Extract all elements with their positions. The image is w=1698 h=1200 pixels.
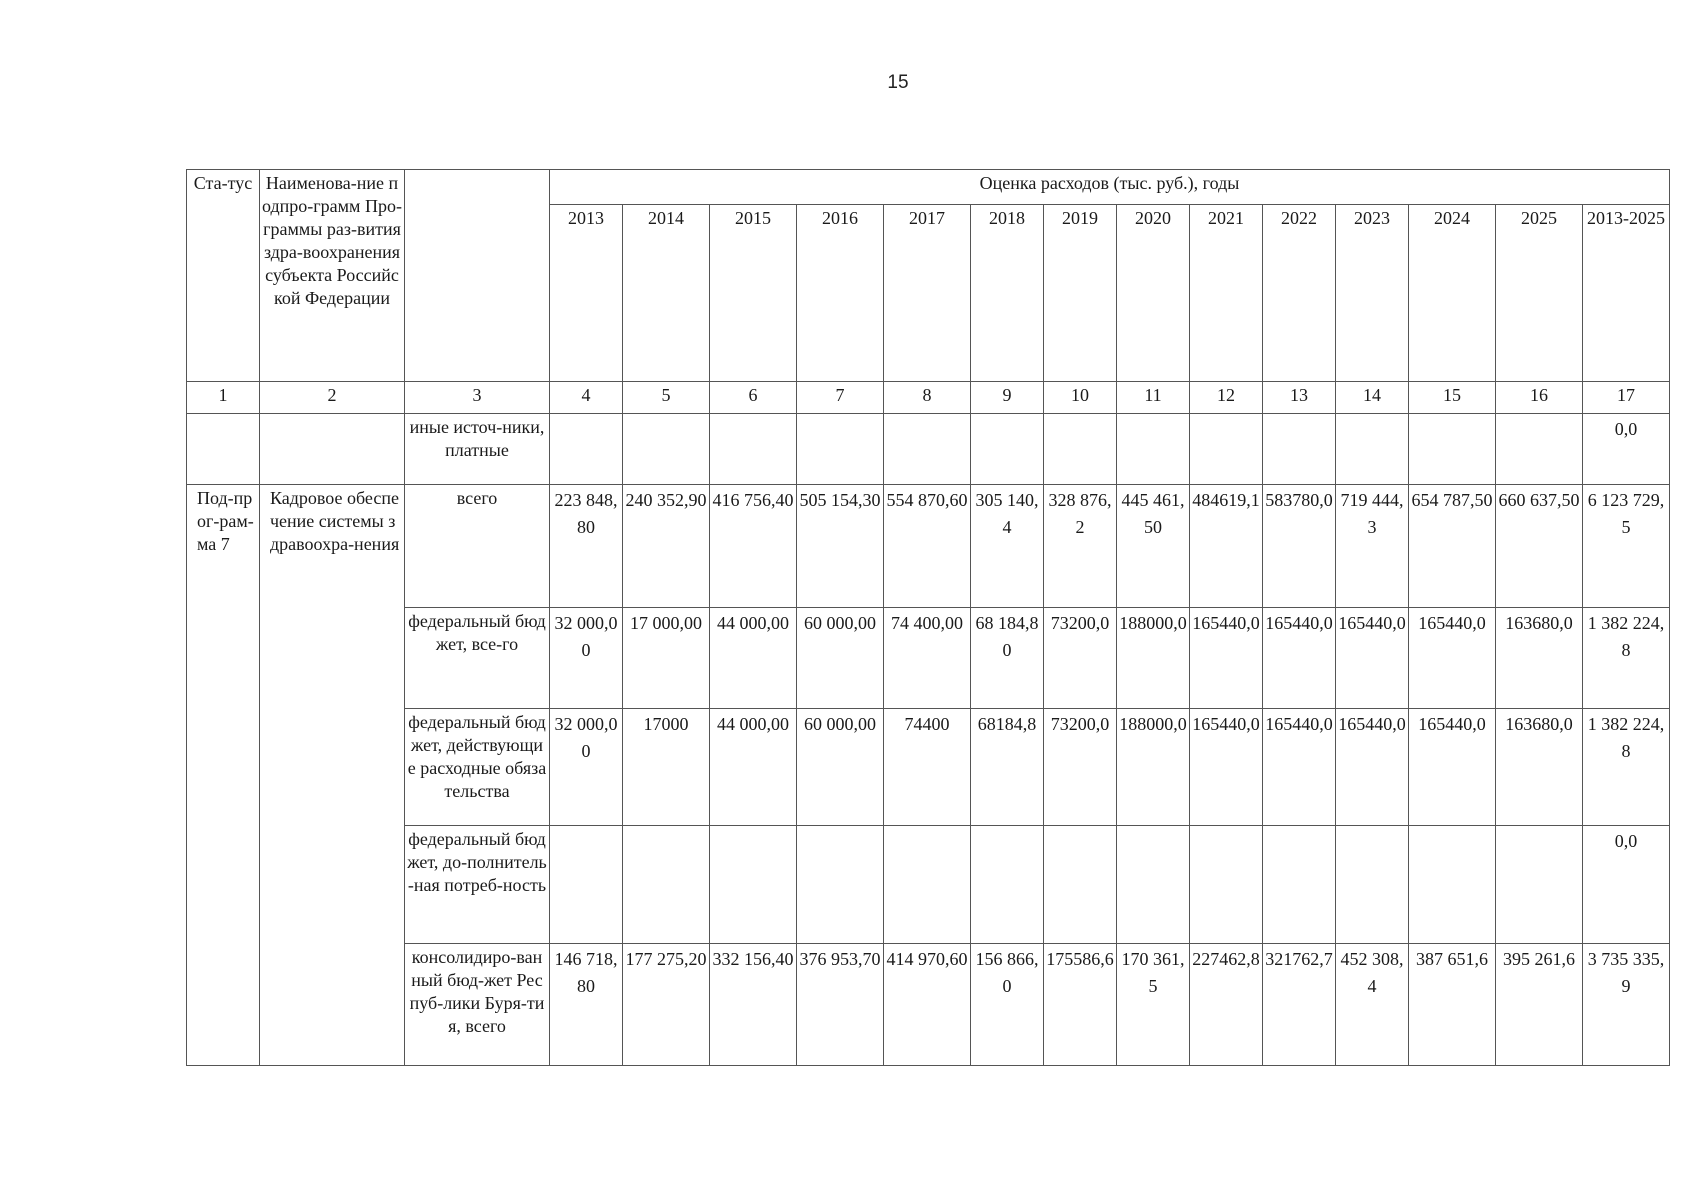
header-year [797, 205, 884, 382]
column-number [1496, 382, 1583, 414]
header-year [1117, 205, 1190, 382]
value-cell [623, 414, 710, 485]
value-cell [550, 414, 623, 485]
header-year [1496, 205, 1583, 382]
column-number-text: 11 [1144, 385, 1162, 405]
name-cell [260, 414, 405, 485]
value-cell-text: 165440,0 [1265, 714, 1333, 734]
value-cell-text: 452 308,4 [1340, 949, 1404, 996]
value-cell [971, 944, 1044, 1066]
value-cell-text: 68184,8 [977, 714, 1037, 734]
value-cell-text: 188000,0 [1119, 613, 1187, 633]
value-cell [1190, 485, 1263, 608]
value-cell [623, 709, 710, 826]
value-cell [1496, 485, 1583, 608]
value-cell [971, 414, 1044, 485]
value-cell-text: 60 000,00 [804, 613, 876, 633]
value-cell [1409, 485, 1496, 608]
column-number-text: 3 [472, 385, 482, 405]
value-cell-text: 505 154,30 [799, 490, 881, 510]
column-number [260, 382, 405, 414]
column-number [405, 382, 550, 414]
value-cell [971, 709, 1044, 826]
value-cell-text: 175586,6 [1046, 949, 1114, 969]
value-cell [1336, 608, 1409, 709]
table-row [187, 709, 1670, 826]
value-cell [623, 944, 710, 1066]
value-cell [884, 414, 971, 485]
value-cell [550, 485, 623, 608]
value-cell [623, 485, 710, 608]
column-number [623, 382, 710, 414]
header-year-text: 2013-2025 [1587, 208, 1665, 228]
column-number-text: 4 [581, 385, 591, 405]
value-cell [550, 944, 623, 1066]
column-number [884, 382, 971, 414]
header-year [1263, 205, 1336, 382]
value-cell [1190, 826, 1263, 944]
value-cell-text: 156 866,0 [975, 949, 1039, 996]
value-cell [1263, 485, 1336, 608]
value-cell [623, 608, 710, 709]
column-number-text: 14 [1363, 385, 1381, 405]
value-cell-text: 32 000,00 [554, 714, 618, 761]
source-cell [405, 709, 550, 826]
subprogram-name-text: Кадровое обеспечение системы здравоохра-нения [270, 488, 400, 554]
header-year-text: 2016 [822, 208, 858, 228]
value-cell-text: 163680,0 [1505, 613, 1573, 633]
value-cell-text: 74 400,00 [891, 613, 963, 633]
value-cell-text: 32 000,00 [554, 613, 618, 660]
header-status [187, 170, 260, 382]
source-cell-text: консолидиро-ванный бюд-жет Респуб-лики Буря-тия, всего [409, 947, 545, 1036]
column-number-text: 15 [1443, 385, 1461, 405]
header-year-text: 2024 [1434, 208, 1470, 228]
value-cell [1409, 709, 1496, 826]
source-cell [405, 485, 550, 608]
value-cell-text: 177 275,20 [625, 949, 707, 969]
source-cell-text: федеральный бюджет, до-полнитель-ная потреб-ность [407, 829, 547, 895]
column-number-text: 16 [1530, 385, 1548, 405]
column-number [1263, 382, 1336, 414]
value-cell-text: 73200,0 [1050, 714, 1110, 734]
value-cell [1117, 826, 1190, 944]
value-cell [1044, 414, 1117, 485]
table-row [187, 485, 1670, 608]
column-number [1044, 382, 1117, 414]
value-cell [1044, 944, 1117, 1066]
value-cell [797, 414, 884, 485]
column-number [797, 382, 884, 414]
value-cell-text: 188000,0 [1119, 714, 1187, 734]
value-cell [971, 485, 1044, 608]
header-year [550, 205, 623, 382]
value-cell [1263, 944, 1336, 1066]
column-number [1336, 382, 1409, 414]
value-cell-text: 660 637,50 [1498, 490, 1580, 510]
column-number-text: 8 [922, 385, 932, 405]
value-cell-text: 395 261,6 [1503, 949, 1575, 969]
status-cell [187, 414, 260, 485]
value-cell [1583, 608, 1670, 709]
value-cell [623, 826, 710, 944]
value-cell [1044, 608, 1117, 709]
value-cell-text: 387 651,6 [1416, 949, 1488, 969]
value-cell [971, 608, 1044, 709]
column-number [187, 382, 260, 414]
source-cell-text: федеральный бюджет, все-го [408, 611, 546, 654]
value-cell-text: 414 970,60 [886, 949, 968, 969]
value-cell-text: 6 123 729,5 [1587, 490, 1665, 537]
value-cell-text: 44 000,00 [717, 714, 789, 734]
header-year-text: 2020 [1135, 208, 1171, 228]
value-cell [710, 608, 797, 709]
value-cell [797, 709, 884, 826]
value-cell [1496, 709, 1583, 826]
header-year-text: 2017 [909, 208, 945, 228]
value-cell-text: 60 000,00 [804, 714, 876, 734]
value-cell [1583, 709, 1670, 826]
column-number-text: 1 [218, 385, 228, 405]
value-cell [797, 944, 884, 1066]
table-row [187, 608, 1670, 709]
value-cell [1117, 485, 1190, 608]
source-cell-text: всего [456, 488, 498, 508]
header-year [1583, 205, 1670, 382]
header-status-text: Ста-тус [193, 173, 253, 193]
value-cell-text: 0,0 [1614, 831, 1638, 851]
column-number [1190, 382, 1263, 414]
value-cell [797, 826, 884, 944]
value-cell [1409, 414, 1496, 485]
header-year-text: 2018 [989, 208, 1025, 228]
value-cell-text: 170 361,5 [1121, 949, 1185, 996]
value-cell [971, 826, 1044, 944]
value-cell-text: 163680,0 [1505, 714, 1573, 734]
column-number-text: 12 [1217, 385, 1235, 405]
header-year-text: 2015 [735, 208, 771, 228]
value-cell [1044, 709, 1117, 826]
value-cell [884, 709, 971, 826]
value-cell [884, 608, 971, 709]
value-cell-text: 1 382 224,8 [1587, 714, 1665, 761]
value-cell [797, 485, 884, 608]
column-number-text: 2 [327, 385, 337, 405]
source-cell [405, 944, 550, 1066]
header-year [710, 205, 797, 382]
value-cell [710, 826, 797, 944]
subprogram-status [187, 485, 260, 1066]
value-cell [1336, 709, 1409, 826]
header-year-text: 2013 [568, 208, 604, 228]
value-cell [1496, 826, 1583, 944]
value-cell [884, 944, 971, 1066]
header-year [623, 205, 710, 382]
value-cell [1409, 826, 1496, 944]
column-number-text: 9 [1002, 385, 1012, 405]
source-cell [405, 826, 550, 944]
value-cell [1263, 826, 1336, 944]
value-cell [1583, 944, 1670, 1066]
column-number [1117, 382, 1190, 414]
value-cell-text: 73200,0 [1050, 613, 1110, 633]
value-cell [710, 709, 797, 826]
value-cell [1409, 944, 1496, 1066]
value-cell [1117, 608, 1190, 709]
page-number: 15 [887, 72, 909, 93]
value-cell-text: 165440,0 [1418, 714, 1486, 734]
header-expenses-title-text: Оценка расходов (тыс. руб.), годы [979, 173, 1240, 193]
column-number-text: 6 [748, 385, 758, 405]
subprogram-status-text: Под-прог-рам-ма 7 [197, 488, 254, 554]
value-cell-text: 240 352,90 [625, 490, 707, 510]
value-cell [710, 414, 797, 485]
header-name-text: Наименова-ние подпро-грамм Про-граммы раз-вития здра-воохранения субъекта Российской Федерации [262, 173, 402, 308]
header-year-text: 2014 [648, 208, 684, 228]
source-cell-text: федеральный бюджет, действующие расходные обязательства [407, 712, 547, 801]
header-year-text: 2019 [1062, 208, 1098, 228]
header-year [1190, 205, 1263, 382]
value-cell [550, 608, 623, 709]
value-cell-text: 305 140,4 [975, 490, 1039, 537]
column-number [971, 382, 1044, 414]
value-cell-text: 321762,7 [1265, 949, 1333, 969]
value-cell [1336, 944, 1409, 1066]
value-cell [1496, 944, 1583, 1066]
value-cell [550, 826, 623, 944]
value-cell-text: 68 184,80 [975, 613, 1039, 660]
value-cell-text: 719 444,3 [1340, 490, 1404, 537]
value-cell-text: 484619,1 [1192, 490, 1260, 510]
source-cell [405, 414, 550, 485]
value-cell-text: 17000 [643, 714, 689, 734]
value-cell-text: 165440,0 [1338, 613, 1406, 633]
value-cell [1336, 485, 1409, 608]
source-cell-text: иные источ-ники, платные [409, 417, 545, 460]
value-cell [1190, 709, 1263, 826]
value-cell [1263, 414, 1336, 485]
value-cell [1117, 414, 1190, 485]
table-row [187, 944, 1670, 1066]
value-cell [1263, 608, 1336, 709]
value-cell [797, 608, 884, 709]
budget-table [186, 169, 1670, 1066]
value-cell [710, 944, 797, 1066]
value-cell-text: 165440,0 [1418, 613, 1486, 633]
header-year [884, 205, 971, 382]
table-row [187, 414, 1670, 485]
column-number [1583, 382, 1670, 414]
column-number [1409, 382, 1496, 414]
value-cell-text: 165440,0 [1265, 613, 1333, 633]
header-year-text: 2021 [1208, 208, 1244, 228]
subprogram-name [260, 485, 405, 1066]
table-row [187, 826, 1670, 944]
value-cell-text: 332 156,40 [712, 949, 794, 969]
value-cell-text: 445 461,50 [1121, 490, 1185, 537]
header-year [1409, 205, 1496, 382]
source-cell [405, 608, 550, 709]
value-cell [1044, 826, 1117, 944]
header-year-text: 2022 [1281, 208, 1317, 228]
column-number-text: 10 [1071, 385, 1089, 405]
value-cell [1496, 608, 1583, 709]
value-cell [884, 826, 971, 944]
value-cell [1044, 485, 1117, 608]
value-cell [1583, 826, 1670, 944]
value-cell [1117, 944, 1190, 1066]
header-year [1336, 205, 1409, 382]
header-source [405, 170, 550, 382]
value-cell-text: 17 000,00 [630, 613, 702, 633]
column-number-text: 13 [1290, 385, 1308, 405]
value-cell [1583, 485, 1670, 608]
value-cell-text: 328 876,2 [1048, 490, 1112, 537]
column-number-text: 17 [1617, 385, 1635, 405]
value-cell [1496, 414, 1583, 485]
value-cell-text: 583780,0 [1265, 490, 1333, 510]
column-number [550, 382, 623, 414]
value-cell-text: 165440,0 [1192, 613, 1260, 633]
value-cell-text: 654 787,50 [1411, 490, 1493, 510]
column-number [710, 382, 797, 414]
value-cell-text: 3 735 335,9 [1587, 949, 1665, 996]
header-year [971, 205, 1044, 382]
value-cell-text: 223 848,80 [554, 490, 618, 537]
value-cell-text: 165440,0 [1338, 714, 1406, 734]
value-cell [1190, 944, 1263, 1066]
column-number-text: 5 [661, 385, 671, 405]
value-cell-text: 165440,0 [1192, 714, 1260, 734]
value-cell-text: 1 382 224,8 [1587, 613, 1665, 660]
value-cell-text: 227462,8 [1192, 949, 1260, 969]
value-cell [1263, 709, 1336, 826]
header-row [187, 170, 1670, 205]
value-cell-text: 376 953,70 [799, 949, 881, 969]
header-name [260, 170, 405, 382]
value-cell [550, 709, 623, 826]
header-year [1044, 205, 1117, 382]
value-cell-text: 74400 [904, 714, 950, 734]
value-cell [1190, 608, 1263, 709]
header-expenses-title [550, 170, 1670, 205]
value-cell [1583, 414, 1670, 485]
value-cell [1117, 709, 1190, 826]
column-numbers-row [187, 382, 1670, 414]
value-cell [710, 485, 797, 608]
header-year-text: 2025 [1521, 208, 1557, 228]
value-cell [884, 485, 971, 608]
value-cell [1336, 826, 1409, 944]
value-cell [1409, 608, 1496, 709]
value-cell-text: 146 718,80 [554, 949, 618, 996]
value-cell-text: 44 000,00 [717, 613, 789, 633]
column-number-text: 7 [835, 385, 845, 405]
value-cell-text: 554 870,60 [886, 490, 968, 510]
header-year-text: 2023 [1354, 208, 1390, 228]
value-cell-text: 0,0 [1614, 419, 1638, 439]
value-cell-text: 416 756,40 [712, 490, 794, 510]
value-cell [1336, 414, 1409, 485]
value-cell [1190, 414, 1263, 485]
